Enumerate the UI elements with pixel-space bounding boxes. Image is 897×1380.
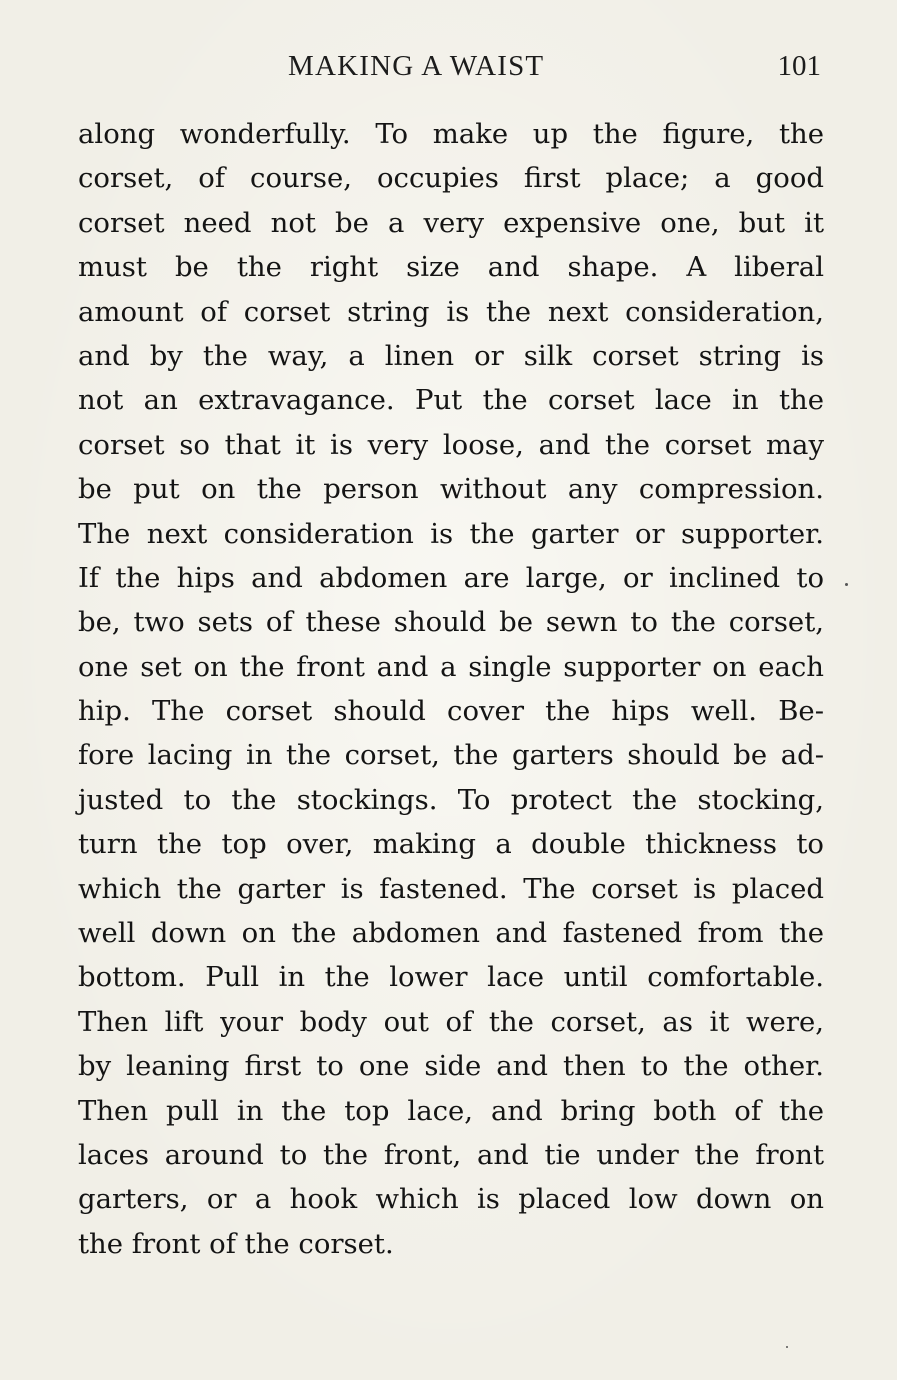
page-number: 101 <box>777 50 821 82</box>
text-line: The next consideration is the garter or supporter. <box>78 517 824 550</box>
text-line: not an extravagance. Put the corset lace in the <box>78 384 824 417</box>
text-line: amount of corset string is the next consideration, <box>78 295 824 328</box>
text-line: fore lacing in the corset, the garters should be ad- <box>78 739 824 772</box>
text-line: justed to the stockings. To protect the stocking, <box>78 783 824 816</box>
text-line: well down on the abdomen and fastened from the <box>78 917 824 950</box>
text-line: Then pull in the top lace, and bring both of the <box>78 1094 824 1127</box>
text-line: laces around to the front, and tie under the front <box>78 1138 824 1171</box>
text-line: corset, of course, occupies first place; a good <box>78 162 824 195</box>
text-line: If the hips and abdomen are large, or inclined to <box>78 561 824 594</box>
text-line: be, two sets of these should be sewn to the corset, <box>78 606 824 639</box>
paper-speck <box>845 583 848 586</box>
text-line: which the garter is fastened. The corset is placed <box>78 872 824 905</box>
text-line: by leaning first to one side and then to the other. <box>78 1050 824 1083</box>
text-line: bottom. Pull in the lower lace until comfortable. <box>78 961 824 994</box>
text-line: and by the way, a linen or silk corset string is <box>78 339 824 372</box>
text-line: hip. The corset should cover the hips well. Be- <box>78 695 824 728</box>
running-title: MAKING A WAIST <box>288 50 545 82</box>
running-head <box>0 48 897 84</box>
text-line: must be the right size and shape. A liberal <box>78 251 824 284</box>
text-line: Then lift your body out of the corset, as it were, <box>78 1005 824 1038</box>
paper-speck <box>786 1346 788 1348</box>
text-line: be put on the person without any compression. <box>78 473 824 506</box>
text-line: one set on the front and a single supporter on each <box>78 650 824 683</box>
text-line: turn the top over, making a double thickness to <box>78 828 824 861</box>
text-line: the front of the corset. <box>78 1227 394 1260</box>
text-line: corset so that it is very loose, and the corset may <box>78 428 824 461</box>
body-text <box>78 112 824 1266</box>
text-line: garters, or a hook which is placed low down on <box>78 1183 824 1216</box>
text-line: corset need not be a very expensive one, but it <box>78 206 824 239</box>
text-line: along wonderfully. To make up the figure, the <box>78 118 824 150</box>
